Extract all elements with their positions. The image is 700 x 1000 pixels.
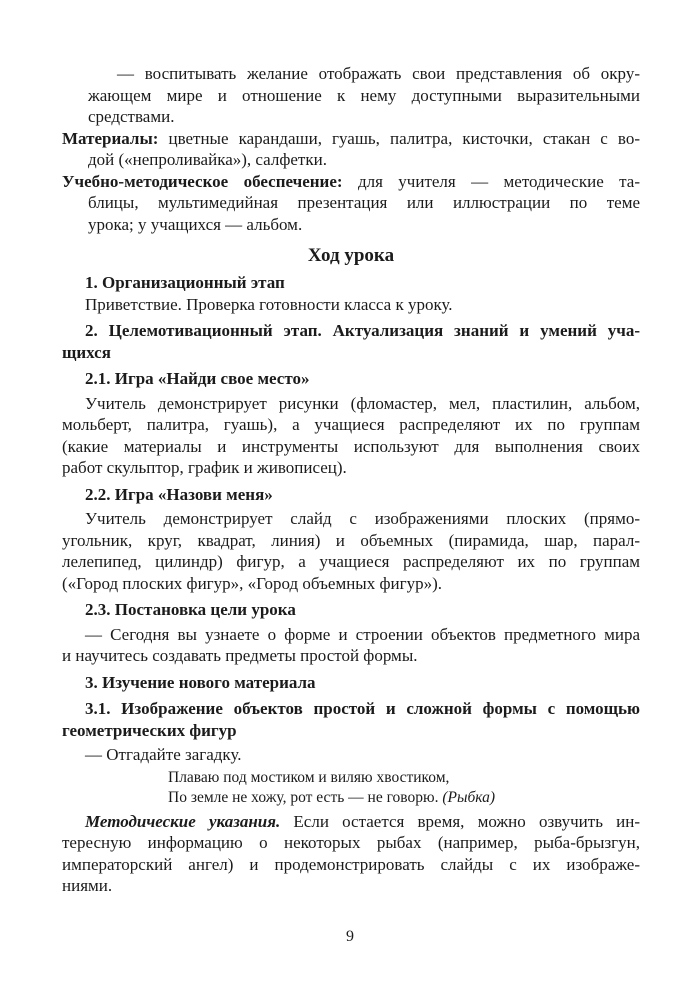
page-number: 9 <box>346 928 354 945</box>
section-3-1-title-line-1: 3.1. Изображение объектов простой и сложной формы с помощью <box>85 699 640 718</box>
method-note-line-4: ниями. <box>62 876 113 895</box>
method-note-line-2: тересную информацию о некоторых рыбах (например, рыба-брызгун, <box>62 833 640 852</box>
section-2-title-line-2: щихся <box>62 342 111 362</box>
riddle-line-2-text: По земле не хожу, рот есть — не говорю. <box>168 788 443 806</box>
section-2-2-body-line-3: лелепипед, цилиндр) фигур, а учащиеся распределяют их по группам <box>62 552 640 571</box>
method-note-text: Если остается время, можно озвучить ин- <box>280 811 640 831</box>
objective-line-3: средствами. <box>88 107 175 126</box>
page-content <box>62 63 640 897</box>
materials-text: цветные карандаши, гуашь, палитра, кисточки, стакан с во- <box>158 128 640 148</box>
section-2-2-body-line-4: («Город плоских фигур», «Город объемных фигур»). <box>62 573 442 593</box>
section-1-body: Приветствие. Проверка готовности класса к уроку. <box>85 294 453 314</box>
riddle-line-2 <box>62 788 640 808</box>
section-3-1-body: — Отгадайте загадку. <box>85 745 242 764</box>
materials-line-1 <box>62 128 640 150</box>
umo-line-3: урока; у учащихся — альбом. <box>88 214 303 234</box>
section-2-2-title: 2.2. Игра «Назови меня» <box>85 484 273 504</box>
section-2-1-body-line-1: Учитель демонстрирует рисунки (фломастер, мел, пластилин, альбом, <box>85 393 640 413</box>
section-3-1-title-line-2: геометрических фигур <box>62 720 237 740</box>
section-2-2-body-line-1: Учитель демонстрирует слайд с изображениями плоских (прямо- <box>85 509 640 528</box>
riddle-line-1: Плаваю под мостиком и виляю хвостиком, <box>168 768 450 786</box>
section-2-1-body-line-2: мольберт, палитра, гуашь), а учащиеся распределяют их по группам <box>62 415 640 434</box>
materials-line-2: дой («непроливайка»), салфетки. <box>88 150 327 169</box>
umo-line-1 <box>62 171 640 193</box>
section-1-title: 1. Организационный этап <box>85 273 285 292</box>
method-note-line-3: императорский ангел) и продемонстрировать слайды с их изображе- <box>62 854 640 874</box>
umo-label: Учебно-методическое обеспечение: <box>62 171 343 191</box>
objective-line-1: — воспитывать желание отображать свои представления об окру- <box>117 64 640 83</box>
method-note-line-1 <box>62 811 640 833</box>
section-2-1-title: 2.1. Игра «Найди свое место» <box>85 369 310 388</box>
umo-text: для учителя — методические та- <box>342 171 640 191</box>
riddle-answer: (Рыбка) <box>442 788 496 806</box>
lesson-course-heading: Ход урока <box>307 245 395 266</box>
umo-line-2: блицы, мультимедийная презентация или иллюстрации по теме <box>88 193 640 212</box>
section-2-2-body-line-2: угольник, круг, квадрат, линия) и объемных (пирамида, шар, парал- <box>62 530 640 550</box>
method-note-label: Методические указания. <box>85 811 281 831</box>
materials-label: Материалы: <box>62 128 159 148</box>
objective-line-2: жающем мире и отношение к нему доступными выразительными <box>88 85 640 105</box>
section-2-3-body-line-1: — Сегодня вы узнаете о форме и строении объектов предметного мира <box>85 624 640 644</box>
section-2-title-line-1: 2. Целемотивационный этап. Актуализация знаний и умений уча- <box>85 321 640 340</box>
section-2-3-body-line-2: и научитесь создавать предметы простой формы. <box>62 646 418 665</box>
section-3-title: 3. Изучение нового материала <box>85 672 316 692</box>
section-2-1-body-line-3: (какие материалы и инструменты используют для выполнения своих <box>62 436 640 456</box>
section-2-3-title: 2.3. Постановка цели урока <box>85 600 296 619</box>
section-2-1-body-line-4: работ скульптор, график и живописец). <box>62 458 347 477</box>
